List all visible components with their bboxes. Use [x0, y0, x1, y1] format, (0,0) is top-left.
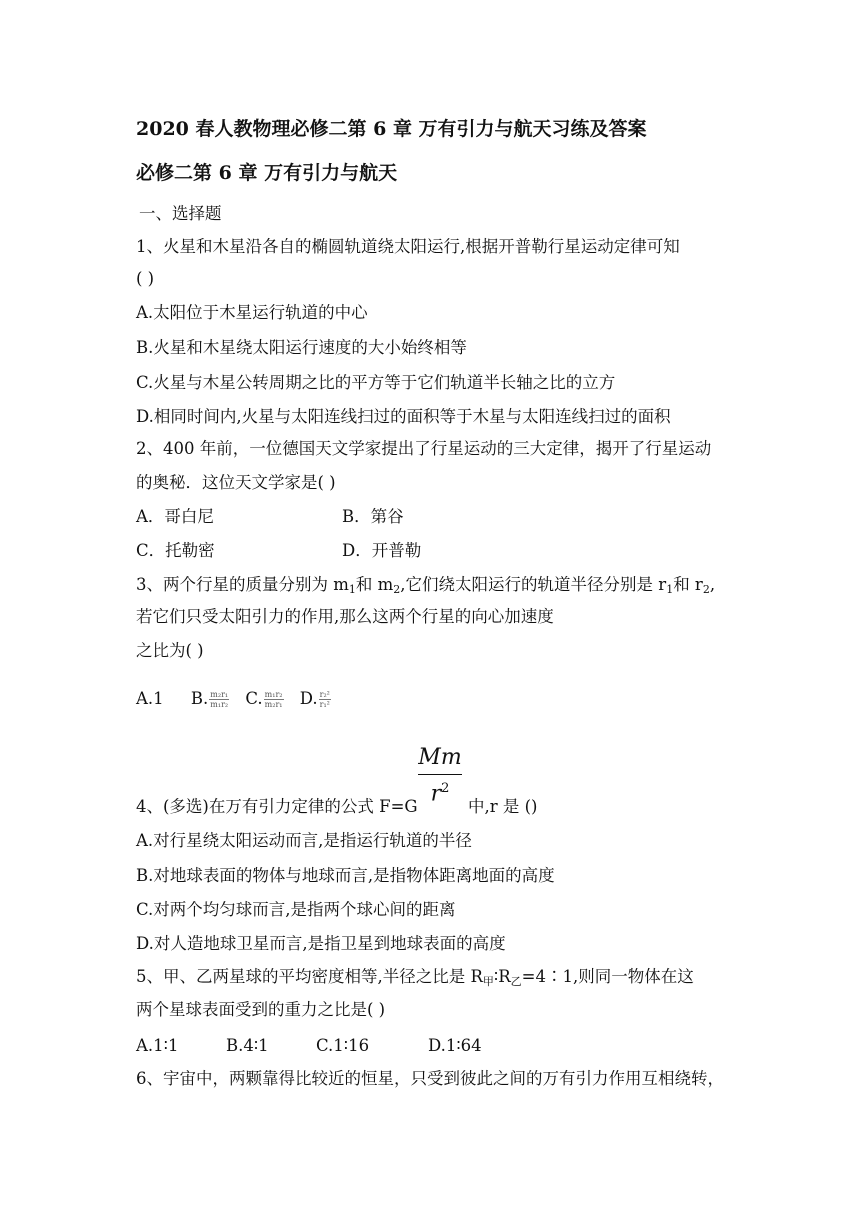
q1-option-a: A.太阳位于木星运行轨道的中心 [136, 303, 368, 322]
q1-stem: 1、火星和木星沿各自的椭圆轨道绕太阳运行,根据开普勒行星运动定律可知 [136, 237, 680, 256]
q3-option-d-fraction [319, 690, 331, 709]
fraction-numerator: r₂² [319, 690, 330, 699]
q2-option-c: C．托勒密 [136, 541, 215, 560]
q5-text-2: ∶R [493, 967, 511, 986]
q2-option-d: D．开普勒 [342, 541, 422, 560]
q3-stem [136, 574, 715, 601]
q6-stem: 6、宇宙中，两颗靠得比较近的恒星，只受到彼此之间的万有引力作用互相绕转， [136, 1069, 724, 1088]
q5-sub-1: 甲 [482, 975, 494, 988]
q3-option-b: B. [190, 689, 209, 708]
q5-option-a: A.1∶1 [136, 1036, 179, 1055]
q3-option-b-fraction [209, 690, 229, 709]
q3-text-2: 和 m [355, 575, 394, 594]
q3-option-a: A.1 [136, 689, 164, 708]
q3-options [136, 688, 332, 710]
q3-option-c-fraction [264, 690, 284, 709]
q5-option-d: D.1∶64 [428, 1036, 482, 1055]
q4-option-c: C.对两个均匀球而言,是指两个球心间的距离 [136, 900, 456, 919]
q3-sub-3: 1 [666, 583, 674, 596]
fraction-denominator: m₂r₁ [264, 700, 283, 709]
chapter-title: 必修二第 6 章 万有引力与航天 [136, 162, 398, 184]
q3-text-1: 3、两个行星的质量分别为 m [136, 575, 349, 594]
q5-sub-2: 乙 [510, 975, 522, 988]
q5-stem-cont: 两个星球表面受到的重力之比是( ) [136, 1000, 386, 1019]
q2-option-a: A．哥白尼 [136, 507, 214, 526]
q1-option-b: B.火星和木星绕太阳运行速度的大小始终相等 [136, 338, 467, 357]
q4-option-a: A.对行星绕太阳运动而言,是指运行轨道的半径 [136, 831, 472, 850]
q3-sub-4: 2 [702, 583, 710, 596]
q2-option-b: B．第谷 [342, 507, 404, 526]
q2-stem: 2、400 年前，一位德国天文学家提出了行星运动的三大定律，揭开了行星运动 [136, 439, 712, 458]
formula-denominator [418, 775, 462, 808]
gravitation-formula-fraction [418, 744, 462, 808]
q5-stem [136, 966, 694, 993]
q4-option-b: B.对地球表面的物体与地球而言,是指物体距离地面的高度 [136, 866, 555, 885]
formula-exponent: 2 [441, 781, 450, 796]
q5-option-b: B.4∶1 [226, 1036, 269, 1055]
fraction-denominator: m₁r₂ [210, 700, 229, 709]
q5-text-1: 5、甲、乙两星球的平均密度相等,半径之比是 R [136, 967, 483, 986]
q3-stem-end: 之比为( ) [136, 641, 204, 660]
q3-text-3: ,它们绕太阳运行的轨道半径分别是 r [400, 575, 667, 594]
q4-stem: 4、(多选)在万有引力定律的公式 F=G [136, 797, 418, 816]
q3-stem-cont: 若它们只受太阳引力的作用,那么这两个行星的向心加速度 [136, 607, 554, 626]
q3-sub-2: 2 [393, 583, 401, 596]
document-title: 2020 春人教物理必修二第 6 章 万有引力与航天习练及答案 [136, 118, 647, 140]
q1-option-d: D.相同时间内,火星与太阳连线扫过的面积等于木星与太阳连线扫过的面积 [136, 407, 671, 426]
q4-option-d: D.对人造地球卫星而言,是指卫星到地球表面的高度 [136, 934, 506, 953]
fraction-denominator: r₁² [319, 700, 330, 709]
fraction-numerator: m₁r₂ [264, 690, 283, 699]
fraction-numerator: m₂r₁ [210, 690, 229, 699]
q1-option-c: C.火星与木星公转周期之比的平方等于它们轨道半长轴之比的立方 [136, 373, 616, 392]
formula-numerator: Mm [418, 744, 462, 775]
formula-r: r [430, 781, 442, 807]
q3-text-4: 和 r [673, 575, 703, 594]
section-heading: 一、选择题 [139, 204, 222, 223]
q5-text-3: =4∶1,则同一物体在这 [521, 967, 694, 986]
q4-stem-tail: 中,r 是 () [468, 797, 538, 816]
q3-option-d: D. [299, 689, 318, 708]
q2-stem-cont: 的奥秘．这位天文学家是( ) [136, 473, 336, 492]
q3-option-c: C. [245, 689, 263, 708]
q3-text-5: , [709, 575, 716, 594]
q5-option-c: C.1∶16 [316, 1036, 370, 1055]
q1-blank: ( ) [136, 269, 155, 288]
q3-sub-1: 1 [348, 583, 356, 596]
